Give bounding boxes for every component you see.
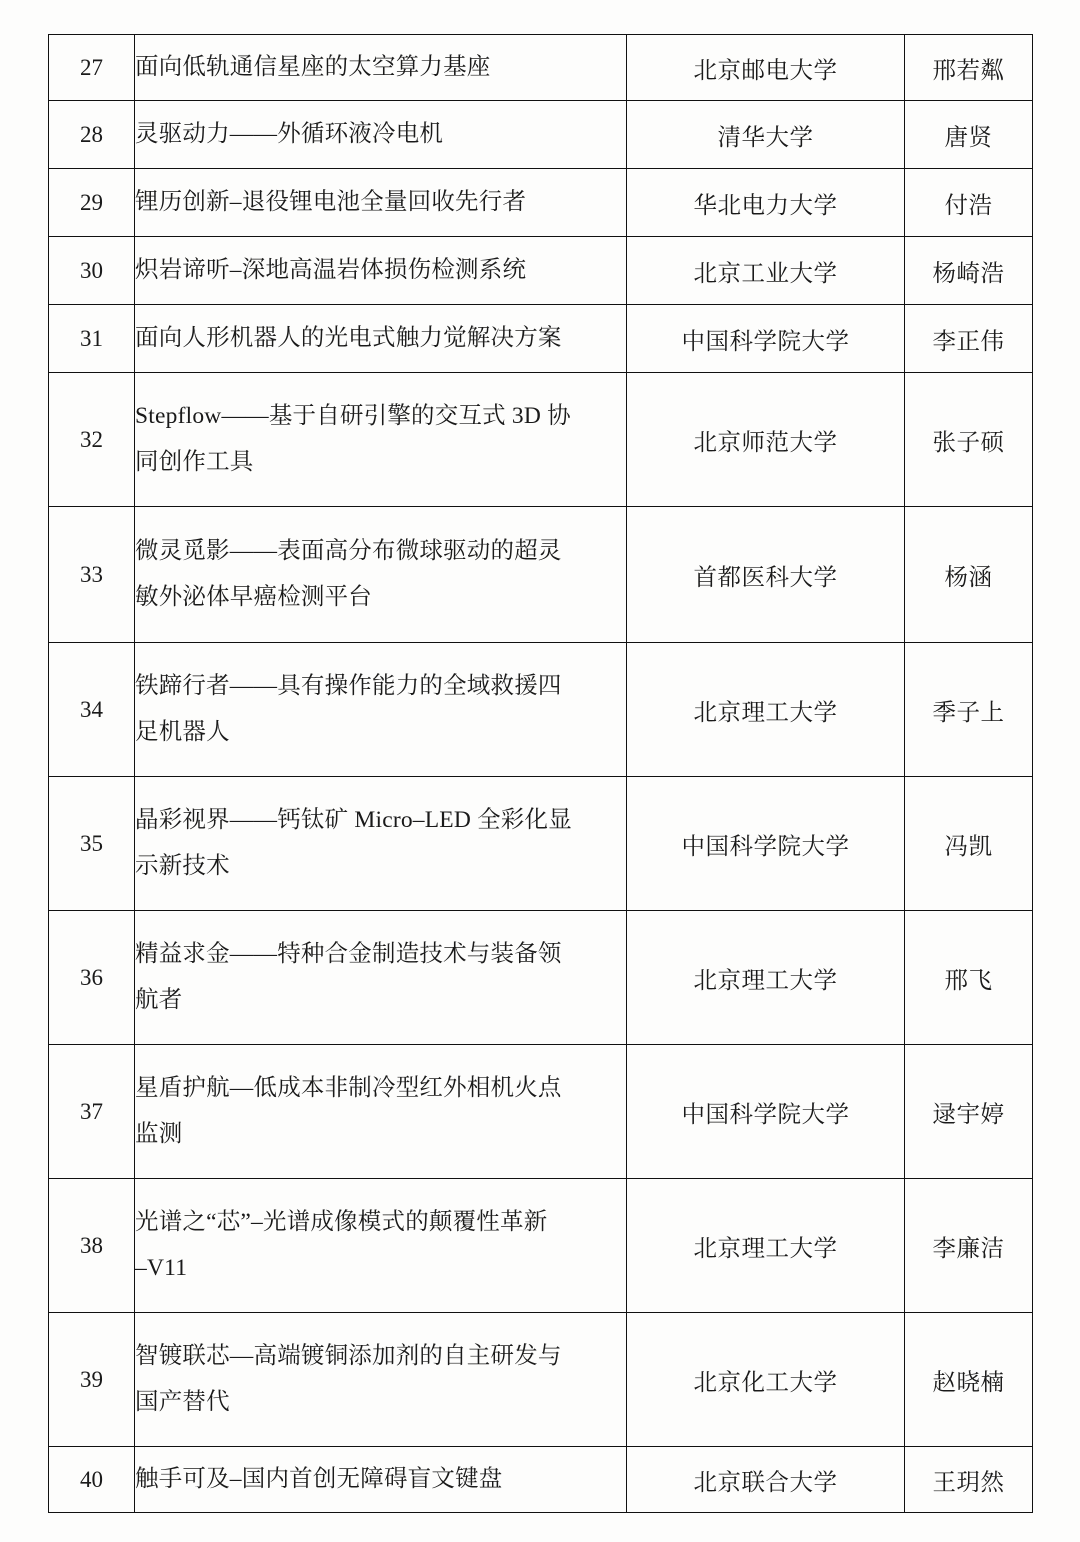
row-number: 37 xyxy=(49,1045,135,1179)
row-school: 北京化工大学 xyxy=(627,1313,905,1447)
row-person: 邢飞 xyxy=(905,911,1033,1045)
row-number: 35 xyxy=(49,777,135,911)
title-line: 晶彩视界——钙钛矿 Micro–LED 全彩化显 xyxy=(135,806,572,833)
row-person: 杨崎浩 xyxy=(905,237,1033,305)
row-school: 北京联合大学 xyxy=(627,1447,905,1513)
row-school: 北京理工大学 xyxy=(627,643,905,777)
row-title xyxy=(135,35,627,101)
row-number: 32 xyxy=(49,373,135,507)
table-body xyxy=(49,35,1033,1513)
row-number: 36 xyxy=(49,911,135,1045)
title-line: 铁蹄行者——具有操作能力的全域救援四 xyxy=(135,672,562,699)
row-title xyxy=(135,305,627,373)
row-school: 首都医科大学 xyxy=(627,507,905,643)
table-row xyxy=(49,1045,1033,1179)
table-row xyxy=(49,101,1033,169)
row-title xyxy=(135,1179,627,1313)
row-number: 40 xyxy=(49,1447,135,1513)
row-title xyxy=(135,101,627,169)
row-person: 王玥然 xyxy=(905,1447,1033,1513)
row-person: 逯宇婷 xyxy=(905,1045,1033,1179)
row-person: 邢若粼 xyxy=(905,35,1033,101)
row-school: 北京师范大学 xyxy=(627,373,905,507)
title-line: 足机器人 xyxy=(135,718,230,745)
title-line: 国产替代 xyxy=(135,1388,230,1415)
row-title xyxy=(135,237,627,305)
row-number: 29 xyxy=(49,169,135,237)
row-title xyxy=(135,643,627,777)
row-number: 39 xyxy=(49,1313,135,1447)
table-row xyxy=(49,911,1033,1045)
title-line: 同创作工具 xyxy=(135,448,254,475)
table-row xyxy=(49,305,1033,373)
row-person: 季子上 xyxy=(905,643,1033,777)
table-row xyxy=(49,1447,1033,1513)
title-line: 监测 xyxy=(135,1120,183,1147)
row-number: 31 xyxy=(49,305,135,373)
row-number: 27 xyxy=(49,35,135,101)
row-school: 中国科学院大学 xyxy=(627,1045,905,1179)
table-row xyxy=(49,1179,1033,1313)
table-row xyxy=(49,777,1033,911)
row-title xyxy=(135,169,627,237)
row-person: 杨涵 xyxy=(905,507,1033,643)
table-row xyxy=(49,1313,1033,1447)
project-list-table xyxy=(48,34,1033,1513)
row-school: 北京理工大学 xyxy=(627,1179,905,1313)
row-school: 北京邮电大学 xyxy=(627,35,905,101)
row-title xyxy=(135,777,627,911)
title-line: 锂历创新–退役锂电池全量回收先行者 xyxy=(135,188,527,215)
title-line: 光谱之“芯”–光谱成像模式的颠覆性革新 xyxy=(135,1208,548,1235)
title-line: 炽岩谛听–深地高温岩体损伤检测系统 xyxy=(135,256,527,283)
title-line: 面向人形机器人的光电式触力觉解决方案 xyxy=(135,324,562,351)
table-row xyxy=(49,643,1033,777)
row-number: 30 xyxy=(49,237,135,305)
row-title xyxy=(135,1045,627,1179)
project-table-container xyxy=(48,34,1032,1513)
row-number: 34 xyxy=(49,643,135,777)
row-person: 冯凯 xyxy=(905,777,1033,911)
row-title xyxy=(135,507,627,643)
title-line: 智镀联芯—高端镀铜添加剂的自主研发与 xyxy=(135,1342,562,1369)
title-line: 敏外泌体早癌检测平台 xyxy=(135,583,372,610)
row-title xyxy=(135,911,627,1045)
title-line: 航者 xyxy=(135,986,183,1013)
table-row xyxy=(49,237,1033,305)
table-row xyxy=(49,35,1033,101)
row-school: 北京工业大学 xyxy=(627,237,905,305)
row-number: 38 xyxy=(49,1179,135,1313)
title-line: 面向低轨通信星座的太空算力基座 xyxy=(135,53,491,80)
row-person: 李正伟 xyxy=(905,305,1033,373)
row-person: 李廉洁 xyxy=(905,1179,1033,1313)
title-line: 示新技术 xyxy=(135,852,230,879)
title-line: 精益求金——特种合金制造技术与装备领 xyxy=(135,940,562,967)
row-school: 中国科学院大学 xyxy=(627,305,905,373)
title-line: 微灵觅影——表面高分布微球驱动的超灵 xyxy=(135,537,562,564)
title-line: 触手可及–国内首创无障碍盲文键盘 xyxy=(135,1465,503,1492)
row-title xyxy=(135,1313,627,1447)
row-school: 北京理工大学 xyxy=(627,911,905,1045)
row-school: 中国科学院大学 xyxy=(627,777,905,911)
row-person: 唐贤 xyxy=(905,101,1033,169)
table-row xyxy=(49,169,1033,237)
row-school: 清华大学 xyxy=(627,101,905,169)
title-line: 星盾护航—低成本非制冷型红外相机火点 xyxy=(135,1074,562,1101)
table-row xyxy=(49,507,1033,643)
row-title xyxy=(135,1447,627,1513)
title-line: –V11 xyxy=(135,1254,188,1281)
title-line: Stepflow——基于自研引擎的交互式 3D 协 xyxy=(135,402,571,429)
row-person: 赵晓楠 xyxy=(905,1313,1033,1447)
title-line: 灵驱动力——外循环液冷电机 xyxy=(135,120,444,147)
row-title xyxy=(135,373,627,507)
row-number: 28 xyxy=(49,101,135,169)
row-number: 33 xyxy=(49,507,135,643)
table-row xyxy=(49,373,1033,507)
row-person: 张子硕 xyxy=(905,373,1033,507)
row-school: 华北电力大学 xyxy=(627,169,905,237)
row-person: 付浩 xyxy=(905,169,1033,237)
